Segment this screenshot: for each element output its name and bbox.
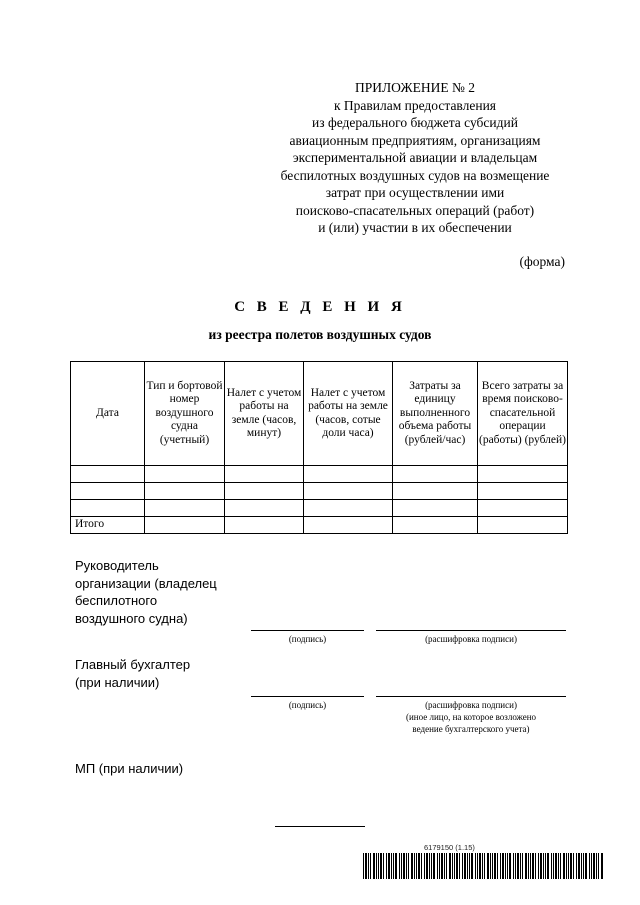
table-cell[interactable] (393, 483, 478, 500)
appendix-line: экспериментальной авиации и владельцам (292, 150, 538, 165)
barcode-bar (530, 853, 531, 879)
barcode-bar (551, 853, 552, 879)
barcode-bar (477, 853, 478, 879)
signature-label-line: Главный бухгалтер (75, 657, 191, 672)
barcode-bar (581, 853, 582, 879)
barcode-bar (513, 853, 514, 879)
table-cell[interactable] (304, 466, 393, 483)
barcode-bar (601, 853, 603, 879)
barcode-bar (494, 853, 496, 879)
barcode-bar (431, 853, 432, 879)
table-cell[interactable] (478, 500, 568, 517)
barcode-bar (532, 853, 534, 879)
barcode-bar (560, 853, 561, 879)
table-cell[interactable] (71, 466, 145, 483)
caption-line: ведение бухгалтерского учета) (412, 724, 530, 734)
barcode-bar (570, 853, 572, 879)
accountant-name-caption (376, 699, 566, 735)
table-cell[interactable] (145, 500, 225, 517)
barcode-bar (368, 853, 369, 879)
barcode-icon (363, 853, 604, 879)
signature-label-line: воздушного судна) (75, 610, 188, 626)
barcode-bar (408, 853, 409, 879)
barcode-bar (446, 853, 447, 879)
barcode-bar (449, 853, 451, 879)
barcode-bar (411, 853, 413, 879)
barcode-bar (395, 853, 397, 879)
barcode-bar (507, 853, 508, 879)
barcode-bar (585, 853, 587, 879)
barcode-bar (593, 853, 595, 879)
barcode-bar (462, 853, 463, 879)
barcode-bar (475, 853, 476, 879)
appendix-line: из федерального бюджета субсидий (312, 115, 518, 130)
head-signature-caption: (подпись) (288, 634, 327, 644)
barcode-bar (484, 853, 485, 879)
signature-label-line: беспилотного (75, 593, 158, 608)
barcode-number: 6179150 (1.15) (424, 843, 475, 852)
barcode-bar (399, 853, 400, 879)
appendix-line: поисково-спасательных операций (работ) (295, 202, 535, 218)
stamp-line[interactable] (275, 826, 365, 827)
appendix-line: авиационным предприятиям, организациям (289, 132, 541, 148)
table-cell[interactable] (393, 517, 478, 534)
barcode-bar (515, 853, 516, 879)
barcode-bar (578, 853, 580, 879)
barcode-bar (528, 853, 529, 879)
table-cell[interactable] (225, 500, 304, 517)
barcode-bar (401, 853, 402, 879)
accountant-name-line[interactable] (376, 696, 566, 697)
barcode-bar (414, 853, 415, 879)
appendix-line: беспилотных воздушных судов на возмещение (280, 167, 550, 183)
barcode-bar (426, 853, 428, 879)
barcode-bar (598, 853, 599, 879)
head-name-line[interactable] (376, 630, 566, 631)
barcode-bar (391, 853, 392, 879)
barcode-bar (502, 853, 504, 879)
document-subtitle: из реестра полетов воздушных судов (208, 327, 432, 342)
table-row (71, 466, 568, 483)
barcode-bar (479, 853, 481, 879)
accountant-signature-line[interactable] (251, 696, 364, 697)
barcode-bar (416, 853, 417, 879)
table-row (71, 483, 568, 500)
barcode-bar (566, 853, 567, 879)
barcode-bar (543, 853, 544, 879)
barcode-bar (492, 853, 493, 879)
barcode-bar (437, 853, 438, 879)
column-header-aircraft: Тип и бортовой номер воздушного судна (учетный) (145, 362, 225, 466)
table-cell[interactable] (71, 500, 145, 517)
barcode-bar (525, 853, 527, 879)
column-header-flight-time-hundredths: Налет с учетом работы на земле (часов, сотые доли часа) (304, 362, 393, 466)
stamp-label: МП (при наличии) (75, 761, 184, 776)
barcode-bar (464, 853, 466, 879)
barcode-bar (482, 853, 483, 879)
column-header-total-cost: Всего затраты за время поисково-спасательной операции (работы) (рублей) (478, 362, 568, 466)
table-cell[interactable] (304, 500, 393, 517)
barcode-bar (509, 853, 511, 879)
barcode-bar (583, 853, 584, 879)
barcode-bar (388, 853, 390, 879)
appendix-line: ПРИЛОЖЕНИЕ № 2 (354, 80, 476, 95)
barcode-bar (429, 853, 430, 879)
barcode-bar (424, 853, 425, 879)
barcode-bar (520, 853, 521, 879)
barcode-bar (471, 853, 473, 879)
barcode-bar (380, 853, 382, 879)
barcode-bar (540, 853, 542, 879)
barcode-bar (454, 853, 455, 879)
barcode-bar (421, 853, 422, 879)
barcode-bar (568, 853, 569, 879)
table-cell[interactable] (145, 466, 225, 483)
barcode-bar (490, 853, 491, 879)
barcode-bar (393, 853, 394, 879)
barcode-bar (439, 853, 440, 879)
barcode-bar (573, 853, 574, 879)
barcode-bar (444, 853, 445, 879)
barcode-bar (467, 853, 468, 879)
barcode-bar (589, 853, 590, 879)
barcode-bar (456, 853, 458, 879)
barcode-bar (545, 853, 546, 879)
barcode-bar (403, 853, 405, 879)
flight-registry-table (70, 361, 568, 534)
document-title: С В Е Д Е Н И Я (234, 299, 406, 315)
table-cell[interactable] (225, 483, 304, 500)
appendix-header (250, 79, 580, 237)
barcode-bar (378, 853, 379, 879)
table-cell[interactable] (225, 466, 304, 483)
table-cell[interactable] (71, 483, 145, 500)
barcode-bar (386, 853, 387, 879)
column-header-date: Дата (71, 362, 145, 466)
barcode-bar (558, 853, 559, 879)
table-cell[interactable] (393, 466, 478, 483)
barcode-bar (591, 853, 592, 879)
barcode-bar (563, 853, 565, 879)
table-cell[interactable] (478, 483, 568, 500)
barcode-bar (459, 853, 460, 879)
barcode-bar (433, 853, 435, 879)
table-cell[interactable] (225, 517, 304, 534)
barcode-bar (555, 853, 557, 879)
table-cell[interactable] (145, 517, 225, 534)
barcode-bar (547, 853, 549, 879)
table-cell[interactable] (478, 466, 568, 483)
barcode-bar (535, 853, 536, 879)
total-label: Итого (71, 517, 145, 534)
barcode-bar (522, 853, 523, 879)
head-name-caption: (расшифровка подписи) (425, 634, 517, 644)
table-header-row (71, 362, 568, 466)
appendix-line: затрат при осуществлении ими (325, 185, 505, 200)
table-cell[interactable] (304, 483, 393, 500)
head-signature-line[interactable] (251, 630, 364, 631)
barcode-bar (363, 853, 364, 879)
table-cell[interactable] (145, 483, 225, 500)
barcode-bar (373, 853, 375, 879)
head-signature-label (75, 557, 217, 627)
barcode-bar (370, 853, 371, 879)
accountant-signature-label (75, 656, 190, 691)
appendix-line: и (или) участии в их обеспечении (318, 220, 512, 235)
barcode-bar (452, 853, 453, 879)
barcode-bar (538, 853, 539, 879)
caption-line: (расшифровка подписи) (425, 700, 517, 710)
barcode-bar (441, 853, 443, 879)
accountant-signature-caption: (подпись) (288, 700, 327, 710)
barcode-bar (469, 853, 470, 879)
barcode-bar (553, 853, 554, 879)
barcode-bar (500, 853, 501, 879)
barcode-bar (497, 853, 498, 879)
barcode-bar (505, 853, 506, 879)
appendix-line: к Правилам предоставления (333, 97, 497, 113)
table-row-total (71, 517, 568, 534)
barcode-bar (517, 853, 519, 879)
column-header-flight-time-minutes: Налет с учетом работы на земле (часов, минут) (225, 362, 304, 466)
barcode-bar (576, 853, 577, 879)
barcode-bar (596, 853, 597, 879)
caption-line: (иное лицо, на которое возложено (405, 712, 537, 722)
table-row (71, 500, 568, 517)
barcode-bar (487, 853, 489, 879)
table-cell[interactable] (304, 517, 393, 534)
table-cell[interactable] (478, 517, 568, 534)
signature-label-line: организации (владелец (75, 575, 217, 591)
signature-label-line: Руководитель (75, 558, 159, 573)
signature-label-line: (при наличии) (75, 674, 160, 690)
barcode-bar (418, 853, 420, 879)
table-cell[interactable] (393, 500, 478, 517)
barcode-bar (406, 853, 407, 879)
barcode-bar (383, 853, 384, 879)
barcode-bar (376, 853, 377, 879)
barcode-bar (365, 853, 367, 879)
form-label: (форма) (519, 254, 565, 269)
column-header-unit-cost: Затраты за единицу выполненного объема работы (рублей/час) (393, 362, 478, 466)
